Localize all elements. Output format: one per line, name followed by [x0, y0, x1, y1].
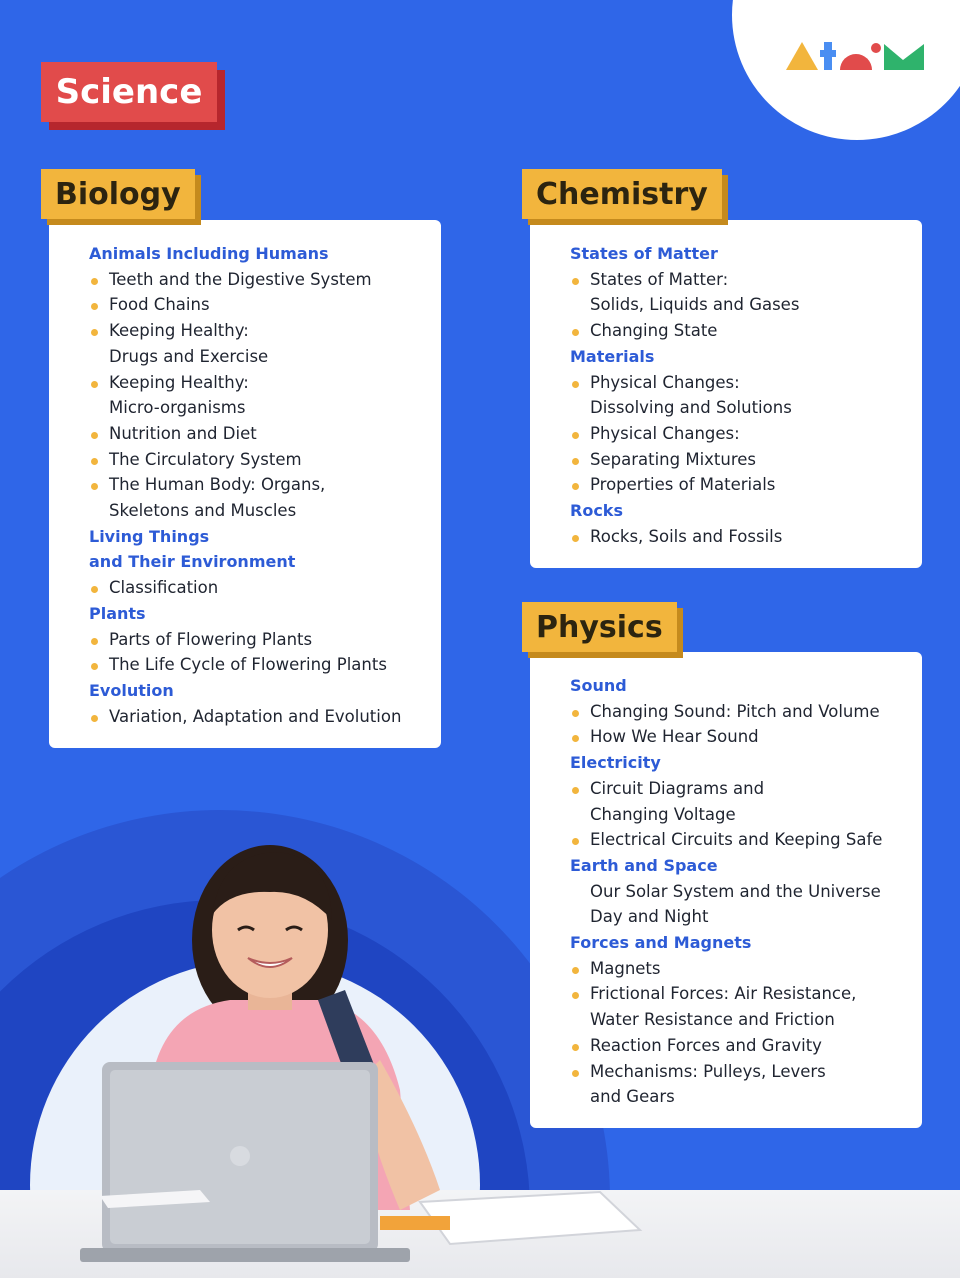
category-states-of-matter: States of Matter	[570, 244, 718, 263]
physics-topic-list	[570, 673, 912, 1110]
list-item: Properties of Materials	[570, 472, 912, 498]
category-sound: Sound	[570, 676, 627, 695]
chemistry-card	[530, 220, 922, 568]
biology-card	[49, 220, 441, 748]
list-item: Reaction Forces and Gravity	[570, 1033, 912, 1059]
category-earth-and-space: Earth and Space	[570, 855, 718, 875]
biology-topic-list	[89, 241, 421, 729]
category-forces-and-magnets: Forces and Magnets	[570, 933, 752, 953]
physics-title: Physics	[522, 602, 677, 652]
category-materials: Materials	[570, 346, 655, 366]
list-item: Keeping Healthy: Drugs and Exercise	[89, 318, 421, 369]
category-living-things: Living Things	[89, 526, 210, 546]
chemistry-topic-list	[570, 241, 912, 549]
list-item: Food Chains	[89, 292, 421, 318]
list-item: Circuit Diagrams and Changing Voltage	[570, 776, 912, 827]
list-item: The Human Body: Organs, Skeletons and Muscles	[89, 472, 421, 523]
category-animals-including-humans: Animals Including Humans	[89, 244, 329, 263]
physics-card	[530, 652, 922, 1128]
list-item: Nutrition and Diet	[89, 421, 421, 447]
list-item: Magnets	[570, 956, 912, 982]
list-item: How We Hear Sound	[570, 724, 912, 750]
list-item: Physical Changes:	[570, 421, 912, 447]
biology-title: Biology	[41, 169, 195, 219]
list-item: Changing State	[570, 318, 912, 344]
category-electricity: Electricity	[570, 753, 661, 773]
science-title: Science	[41, 62, 217, 122]
list-item: Rocks, Soils and Fossils	[570, 524, 912, 550]
list-item: Keeping Healthy: Micro-organisms	[89, 370, 421, 421]
list-item: Separating Mixtures	[570, 447, 912, 473]
list-item: Electrical Circuits and Keeping Safe	[570, 827, 912, 853]
list-item: The Circulatory System	[89, 447, 421, 473]
list-item: Mechanisms: Pulleys, Levers and Gears	[570, 1059, 912, 1110]
list-item: Frictional Forces: Air Resistance, Water Resistance and Friction	[570, 981, 912, 1032]
list-item: States of Matter: Solids, Liquids and Gases	[570, 267, 912, 318]
list-item: Teeth and the Digestive System	[89, 267, 421, 293]
list-item: Variation, Adaptation and Evolution	[89, 704, 421, 730]
list-item: Changing Sound: Pitch and Volume	[570, 699, 912, 725]
chemistry-title: Chemistry	[522, 169, 722, 219]
list-item: Classification	[89, 575, 421, 601]
category-plants: Plants	[89, 603, 146, 623]
list-item: Day and Night	[590, 907, 709, 927]
category-rocks: Rocks	[570, 501, 623, 521]
list-item: Physical Changes: Dissolving and Solutions	[570, 370, 912, 421]
list-item: Our Solar System and the Universe	[590, 881, 881, 901]
category-living-things-line2: and Their Environment	[89, 552, 296, 572]
list-item: The Life Cycle of Flowering Plants	[89, 652, 421, 678]
category-evolution: Evolution	[89, 680, 174, 700]
list-item: Parts of Flowering Plants	[89, 627, 421, 653]
atom-logo	[786, 40, 926, 72]
